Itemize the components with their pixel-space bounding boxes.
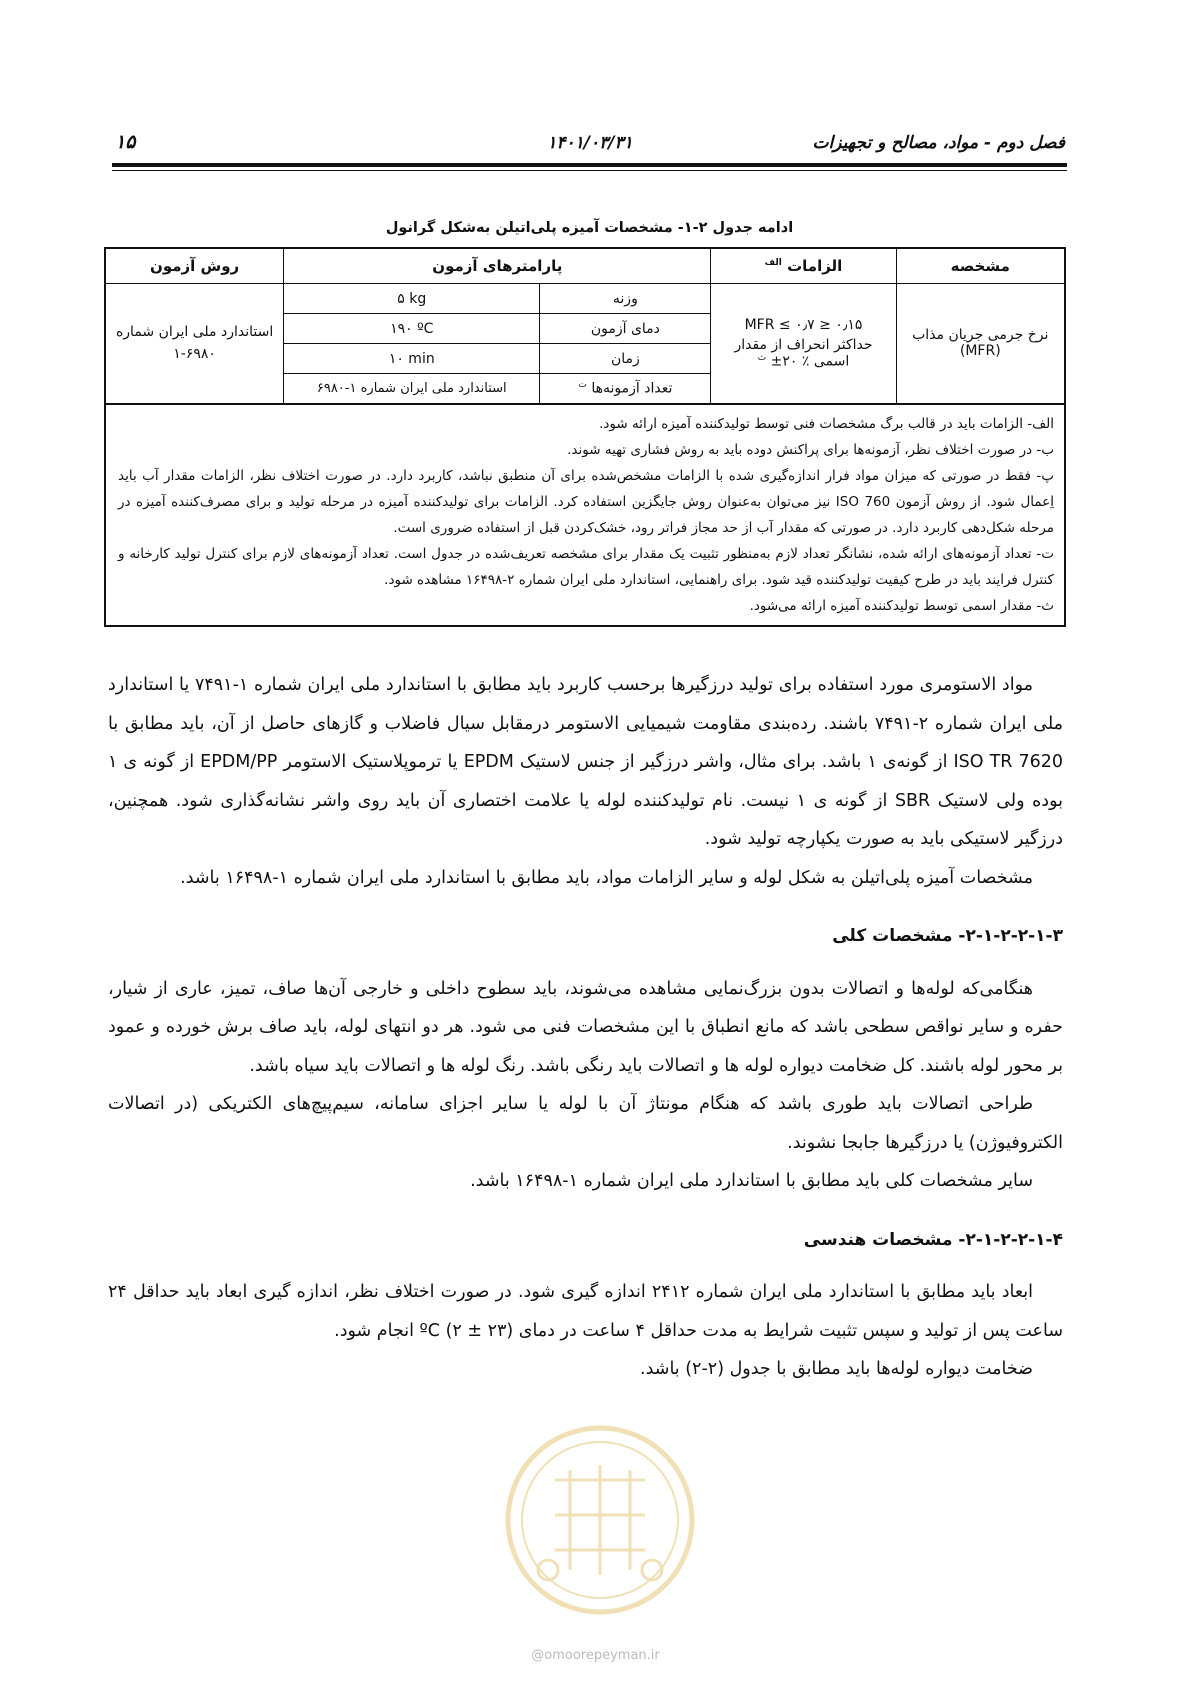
param-name: تعداد آزمونه‌ها $^ت$ <box>540 374 711 404</box>
param-name: وزنه <box>540 284 711 314</box>
table-notes <box>105 404 1065 626</box>
header-requirements-footnote: الف <box>764 258 782 268</box>
note-be: ب- در صورت اختلاف نظر، آزمونه‌ها برای پراکنش دوده باید به روش فشاری تهیه شوند. <box>567 441 1054 458</box>
header-rule-thin <box>112 170 1067 171</box>
header-property: مشخصه <box>896 248 1065 284</box>
header-parameters: پارامترهای آزمون <box>284 248 711 284</box>
req-range: ۰٫۱۵ ≤ MFR ≤ ۰٫۷ <box>744 316 863 333</box>
chapter-title: فصل دوم - مواد، مصالح و تجهیزات <box>812 133 1065 153</box>
property-name: نرخ جرمی جریان مذاب <box>912 327 1049 344</box>
body-text <box>108 666 1063 1389</box>
table-row <box>105 284 1065 314</box>
paragraph: هنگامی‌که لوله‌ها و اتصالات بدون بزرگ‌نمایی مشاهده می‌شوند، باید سطوح داخلی و خارجی آن‌ها صاف، تمیز، عاری از شیار، حفره و سایر نواقص سطحی باشد که مانع انطباق با این مشخصات فنی می شود. هر دو انتهای لوله، باید صاف برش خورده و عمود بر محور لوله باشند. کل ضخامت دیواره لوله ها و اتصالات باید رنگی باشد. رنگ لوله ها و اتصالات باید سیاه باشد. <box>108 978 1063 1076</box>
note-te: ت- تعداد آزمونه‌های ارائه شده، نشانگر تعداد لازم به‌منظور تثبیت یک مقدار برای مشخصه تعریف‌شده در جدول است. تعداد آزمونه‌های لازم برای کنترل تولید کارخانه و کنترل فرایند باید در طرح کیفیت تولیدکننده قید شود. برای راهنمایی، استاندارد ملی ایران شماره ۲-۱۶۴۹۸ مشاهده شود. <box>118 545 1054 588</box>
paragraph: ضخامت دیواره لوله‌ها باید مطابق با جدول (۲-۲) باشد. <box>640 1359 1033 1379</box>
header-date: ۱۴۰۱/۰۳/۳۱ <box>547 133 633 153</box>
cell-requirements <box>711 284 896 404</box>
cell-method <box>105 284 284 404</box>
method-text: استاندارد ملی ایران شماره <box>115 324 274 341</box>
section-heading-geometric: ۲-۱-۲-۲-۱-۴- مشخصات هندسی <box>803 1229 1063 1250</box>
param-value: ۱۰ min <box>284 344 540 374</box>
paragraph: طراحی اتصالات باید طوری باشد که هنگام مونتاژ آن با لوله یا سایر اجزای سامانه، سیم‌پیچ‌های الکتریکی (در اتصالات الکتروفیوژن) یا درزگیرها جابجا نشوند. <box>108 1094 1063 1153</box>
section-heading-general: ۲-۱-۲-۲-۱-۳- مشخصات کلی <box>832 926 1063 946</box>
watermark-seal-logo <box>500 1420 700 1620</box>
param-name: زمان <box>540 344 711 374</box>
param-footnote: ت <box>578 379 587 390</box>
req-footnote: ث <box>757 352 767 363</box>
header-requirements: الزامات $^{الف}$ <box>711 248 896 284</box>
property-abbr: (MFR) <box>959 343 1001 360</box>
spec-table <box>104 247 1066 627</box>
table-notes-row <box>105 404 1065 626</box>
req-text-2: اسمی ٪ ۲۰± $^ث$ <box>757 352 850 370</box>
paragraph: مشخصات آمیزه پلی‌اتیلن به شکل لوله و سایر الزامات مواد، باید مطابق با استاندارد ملی ایران شماره ۱-۱۶۴۹۸ باشد. <box>180 867 1033 888</box>
page-number: ۱۵ <box>115 131 136 153</box>
header-method: روش آزمون <box>105 248 284 284</box>
param-name: دمای آزمون <box>540 314 711 344</box>
table-header-row <box>105 248 1065 284</box>
note-pe: پ- فقط در صورتی که میزان مواد فرار اندازه‌گیری شده با الزامات مشخص‌شده برای آن منطبق نباشد، کاربرد دارد. در صورت اختلاف نظر، الزامات مقدار آب باید اِعمال شود. از روش آزمون ISO 760 نیز می‌توان به‌عنوان روش جایگزین استفاده کرد. الزامات برای تولیدکننده آمیزه در مرحله تولید و برای مصرف‌کننده آمیزه در مرحله شکل‌دهی کاربرد دارد. در صورتی که مقدار آب از حد مجاز فراتر رود، خشک‌کردن قبل از استفاده ضروری است. <box>118 467 1054 536</box>
page-header <box>115 128 1065 158</box>
note-se: ث- مقدار اسمی توسط تولیدکننده آمیزه ارائه می‌شود. <box>749 597 1054 614</box>
paragraph: مواد الاستومری مورد استفاده برای تولید درزگیرها برحسب کاربرد باید مطابق با استاندارد ملی ایران شماره ۱-۷۴۹۱ یا استاندارد ملی ایران شماره ۲-۷۴۹۱ باشند. رده‌بندی مقاومت شیمیایی الاستومر درمقابل سیال فاضلاب و گازهای حاصل از آن، باید مطابق با ISO TR 7620 از گونه‌ی ۱ باشد. برای مثال، واشر درزگیر از جنس لاستیک EPDM یا ترموپلاستیک الاستومر EPDM/PP از گونه ی ۱ بوده ولی لاستیک SBR از گونه ی ۱ نیست. نام تولیدکننده لوله یا علامت اختصاری آن باید روی واشر نشانه‌گذاری شود. همچنین، درزگیر لاستیکی باید به صورت یکپارچه تولید شود. <box>108 675 1064 849</box>
paragraph: سایر مشخصات کلی باید مطابق با استاندارد ملی ایران شماره ۱-۱۶۴۹۸ باشد. <box>470 1171 1033 1191</box>
note-alef: الف- الزامات باید در قالب برگ مشخصات فنی توسط تولیدکننده آمیزه ارائه شود. <box>599 415 1054 432</box>
table-caption: ادامه جدول ۲-۱- مشخصات آمیزه پلی‌اتیلن به‌شکل گرانول <box>385 220 794 236</box>
req-text: حداکثر انحراف از مقدار <box>734 336 873 353</box>
header-rule-thick <box>112 163 1067 167</box>
cell-property <box>896 284 1065 404</box>
param-value: استاندارد ملی ایران شماره ۱-۶۹۸۰ <box>284 374 540 404</box>
param-value: ۱۹۰ ºC <box>284 314 540 344</box>
param-value: ۵ kg <box>284 284 540 314</box>
watermark-url: @omoorepeyman.ir <box>531 1648 660 1663</box>
paragraph: ابعاد باید مطابق با استاندارد ملی ایران شماره ۲۴۱۲ اندازه گیری شود. در صورت اختلاف نظر، اندازه گیری ابعاد باید حداقل ۲۴ ساعت پس از تولید و سپس تثبیت شرایط به مدت حداقل ۴ ساعت در دمای ºC (۲ ± ۲۳) انجام شود. <box>108 1282 1063 1341</box>
method-number: ۱-۶۹۸۰ <box>173 346 216 363</box>
